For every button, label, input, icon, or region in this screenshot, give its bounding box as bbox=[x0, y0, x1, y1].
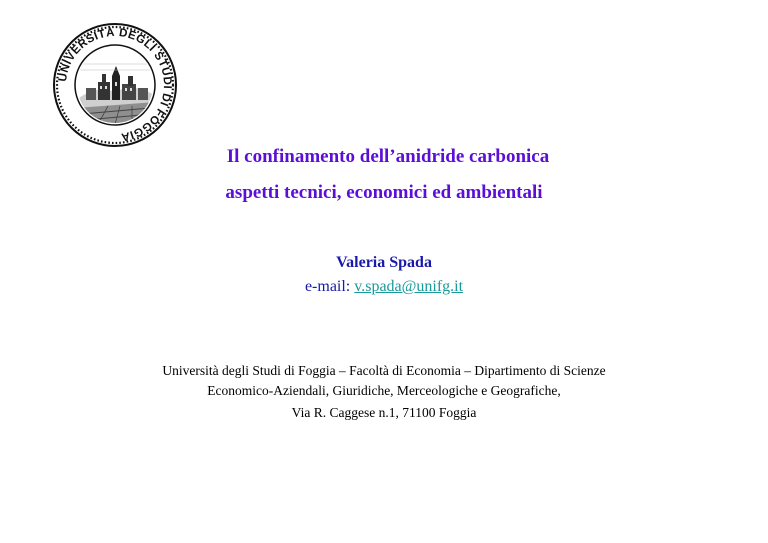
affiliation-line-2: Economico-Aziendali, Giuridiche, Merceologiche e Geografiche, bbox=[207, 383, 561, 398]
author-name: Valeria Spada bbox=[336, 254, 432, 271]
email-label: e-mail: bbox=[304, 278, 351, 295]
affiliation-line-1: Università degli Studi di Foggia – Facoltà di Economia – Dipartimento di Scienze bbox=[162, 363, 606, 378]
presentation-subtitle: aspetti tecnici, economici ed ambientali bbox=[225, 182, 543, 203]
email-line bbox=[0, 278, 768, 296]
affiliation-address: Via R. Caggese n.1, 71100 Foggia bbox=[291, 405, 477, 420]
town-illustration-icon bbox=[72, 42, 158, 128]
email-link[interactable]: v.spada@unifg.it bbox=[354, 278, 464, 295]
seal-text: UNIVERSITÀ DEGLI STUDI DI FOGGIA bbox=[57, 26, 174, 143]
presentation-title: Il confinamento dell’anidride carbonica bbox=[226, 146, 550, 167]
university-seal-logo bbox=[52, 22, 178, 148]
